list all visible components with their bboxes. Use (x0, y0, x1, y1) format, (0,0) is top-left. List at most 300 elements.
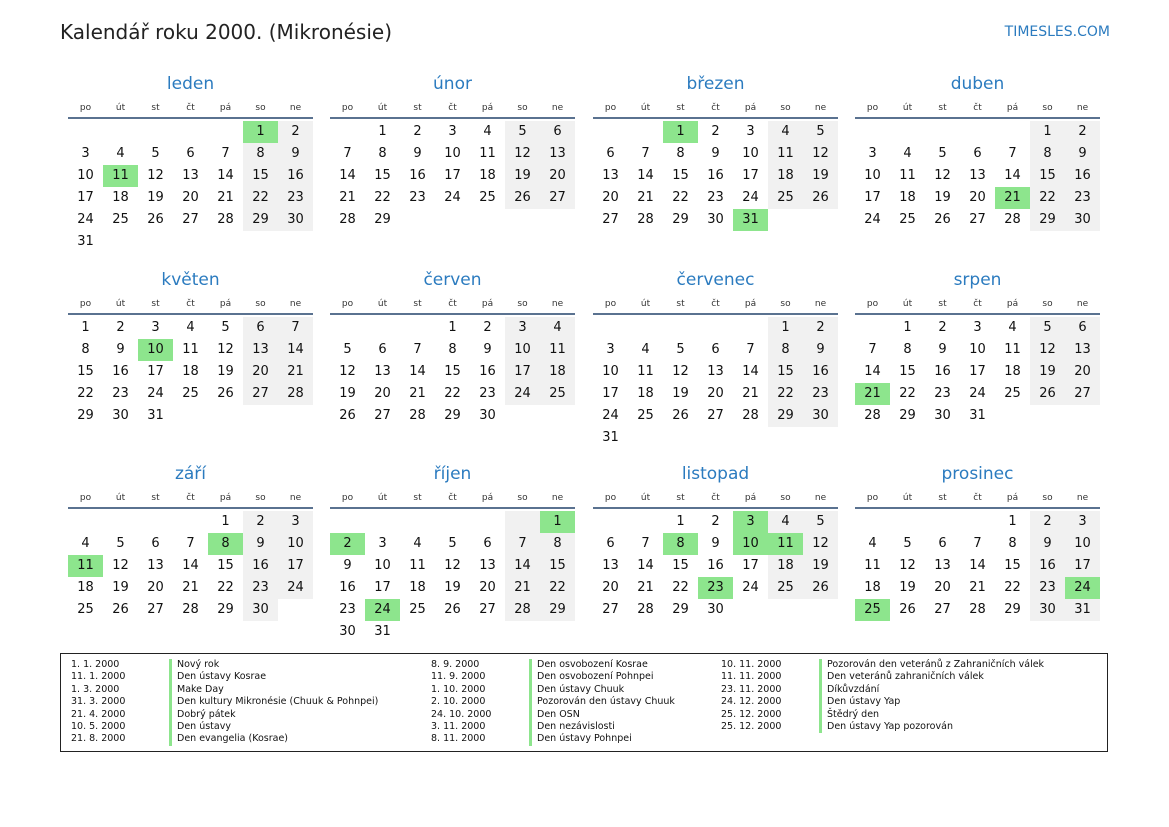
day-cell[interactable]: 29 (540, 599, 575, 621)
day-cell[interactable]: 19 (934, 190, 951, 205)
day-cell[interactable]: 1 (540, 511, 575, 533)
day-cell[interactable]: 13 (602, 168, 619, 183)
day-cell[interactable]: 17 (374, 580, 391, 595)
day-cell[interactable]: 11 (479, 146, 496, 161)
day-cell[interactable]: 20 (540, 165, 575, 187)
day-cell[interactable]: 20 (147, 580, 164, 595)
day-cell[interactable]: 15 (540, 555, 575, 577)
day-cell[interactable]: 2 (278, 121, 313, 143)
day-cell[interactable]: 30 (707, 602, 724, 617)
day-cell[interactable]: 8 (81, 342, 90, 357)
day-cell[interactable]: 11 (864, 558, 881, 573)
day-cell[interactable]: 25 (112, 212, 129, 227)
day-cell[interactable]: 11 (899, 168, 916, 183)
day-cell[interactable]: 18 (864, 580, 881, 595)
day-cell[interactable]: 10 (733, 533, 768, 555)
day-cell[interactable]: 25 (479, 190, 496, 205)
day-cell[interactable]: 6 (711, 342, 720, 357)
day-cell[interactable]: 9 (1030, 533, 1065, 555)
day-cell[interactable]: 6 (243, 317, 278, 339)
day-cell[interactable]: 24 (864, 212, 881, 227)
day-cell[interactable]: 16 (1030, 555, 1065, 577)
day-cell[interactable]: 4 (868, 536, 877, 551)
day-cell[interactable]: 14 (339, 168, 356, 183)
day-cell[interactable]: 10 (77, 168, 94, 183)
day-cell[interactable]: 17 (864, 190, 881, 205)
day-cell[interactable]: 9 (803, 339, 838, 361)
day-cell[interactable]: 31 (602, 430, 619, 445)
day-cell[interactable]: 5 (938, 146, 947, 161)
day-cell[interactable]: 18 (637, 386, 654, 401)
day-cell[interactable]: 7 (186, 536, 195, 551)
day-cell[interactable]: 7 (1008, 146, 1017, 161)
day-cell[interactable]: 26 (672, 408, 689, 423)
day-cell[interactable]: 1 (676, 514, 685, 529)
day-cell[interactable]: 1 (768, 317, 803, 339)
day-cell[interactable]: 23 (698, 577, 733, 599)
day-cell[interactable]: 21 (637, 190, 654, 205)
day-cell[interactable]: 6 (378, 342, 387, 357)
day-cell[interactable]: 17 (444, 168, 461, 183)
day-cell[interactable]: 15 (1004, 558, 1021, 573)
day-cell[interactable]: 28 (182, 602, 199, 617)
day-cell[interactable]: 11 (768, 143, 803, 165)
day-cell[interactable]: 26 (934, 212, 951, 227)
day-cell[interactable]: 17 (969, 364, 986, 379)
day-cell[interactable]: 21 (217, 190, 234, 205)
day-cell[interactable]: 15 (374, 168, 391, 183)
day-cell[interactable]: 16 (934, 364, 951, 379)
day-cell[interactable]: 11 (1004, 342, 1021, 357)
day-cell[interactable]: 10 (742, 146, 759, 161)
day-cell[interactable]: 24 (365, 599, 400, 621)
day-cell[interactable]: 3 (278, 511, 313, 533)
day-cell[interactable]: 27 (602, 602, 619, 617)
day-cell[interactable]: 3 (448, 124, 457, 139)
day-cell[interactable]: 9 (278, 143, 313, 165)
day-cell[interactable]: 21 (339, 190, 356, 205)
day-cell[interactable]: 7 (343, 146, 352, 161)
day-cell[interactable]: 20 (934, 580, 951, 595)
day-cell[interactable]: 23 (112, 386, 129, 401)
day-cell[interactable]: 18 (768, 165, 803, 187)
day-cell[interactable]: 14 (969, 558, 986, 573)
day-cell[interactable]: 24 (505, 383, 540, 405)
day-cell[interactable]: 23 (803, 383, 838, 405)
day-cell[interactable]: 4 (483, 124, 492, 139)
day-cell[interactable]: 1 (1030, 121, 1065, 143)
day-cell[interactable]: 14 (1004, 168, 1021, 183)
day-cell[interactable]: 22 (374, 190, 391, 205)
day-cell[interactable]: 26 (1030, 383, 1065, 405)
day-cell[interactable]: 19 (147, 190, 164, 205)
day-cell[interactable]: 19 (803, 555, 838, 577)
day-cell[interactable]: 18 (112, 190, 129, 205)
day-cell[interactable]: 18 (1004, 364, 1021, 379)
day-cell[interactable]: 13 (1065, 339, 1100, 361)
day-cell[interactable]: 8 (448, 342, 457, 357)
day-cell[interactable]: 30 (479, 408, 496, 423)
day-cell[interactable]: 17 (147, 364, 164, 379)
day-cell[interactable]: 30 (1065, 209, 1100, 231)
day-cell[interactable]: 7 (278, 317, 313, 339)
day-cell[interactable]: 3 (973, 320, 982, 335)
day-cell[interactable]: 22 (899, 386, 916, 401)
day-cell[interactable]: 15 (899, 364, 916, 379)
day-cell[interactable]: 8 (1030, 143, 1065, 165)
day-cell[interactable]: 3 (868, 146, 877, 161)
day-cell[interactable]: 5 (343, 342, 352, 357)
day-cell[interactable]: 24 (742, 190, 759, 205)
day-cell[interactable]: 20 (969, 190, 986, 205)
day-cell[interactable]: 20 (602, 190, 619, 205)
day-cell[interactable]: 13 (969, 168, 986, 183)
day-cell[interactable]: 2 (803, 317, 838, 339)
day-cell[interactable]: 20 (479, 580, 496, 595)
day-cell[interactable]: 11 (182, 342, 199, 357)
day-cell[interactable]: 6 (606, 146, 615, 161)
day-cell[interactable]: 13 (182, 168, 199, 183)
day-cell[interactable]: 9 (343, 558, 352, 573)
day-cell[interactable]: 7 (505, 533, 540, 555)
day-cell[interactable]: 25 (768, 577, 803, 599)
day-cell[interactable]: 14 (409, 364, 426, 379)
day-cell[interactable]: 9 (711, 536, 720, 551)
day-cell[interactable]: 13 (243, 339, 278, 361)
day-cell[interactable]: 15 (1030, 165, 1065, 187)
day-cell[interactable]: 7 (221, 146, 230, 161)
day-cell[interactable]: 10 (278, 533, 313, 555)
day-cell[interactable]: 30 (934, 408, 951, 423)
day-cell[interactable]: 19 (444, 580, 461, 595)
day-cell[interactable]: 10 (505, 339, 540, 361)
day-cell[interactable]: 6 (540, 121, 575, 143)
day-cell[interactable]: 9 (413, 146, 422, 161)
day-cell[interactable]: 28 (278, 383, 313, 405)
day-cell[interactable]: 7 (413, 342, 422, 357)
day-cell[interactable]: 14 (742, 364, 759, 379)
day-cell[interactable]: 16 (707, 168, 724, 183)
day-cell[interactable]: 13 (147, 558, 164, 573)
day-cell[interactable]: 1 (1008, 514, 1017, 529)
day-cell[interactable]: 6 (151, 536, 160, 551)
day-cell[interactable]: 10 (374, 558, 391, 573)
day-cell[interactable]: 30 (243, 599, 278, 621)
day-cell[interactable]: 13 (479, 558, 496, 573)
day-cell[interactable]: 21 (182, 580, 199, 595)
day-cell[interactable]: 18 (409, 580, 426, 595)
day-cell[interactable]: 12 (217, 342, 234, 357)
day-cell[interactable]: 19 (339, 386, 356, 401)
day-cell[interactable]: 8 (663, 533, 698, 555)
day-cell[interactable]: 23 (1065, 187, 1100, 209)
day-cell[interactable]: 28 (339, 212, 356, 227)
day-cell[interactable]: 14 (864, 364, 881, 379)
day-cell[interactable]: 1 (243, 121, 278, 143)
day-cell[interactable]: 7 (641, 536, 650, 551)
day-cell[interactable]: 19 (1030, 361, 1065, 383)
day-cell[interactable]: 25 (77, 602, 94, 617)
day-cell[interactable]: 2 (330, 533, 365, 555)
day-cell[interactable]: 5 (448, 536, 457, 551)
day-cell[interactable]: 16 (278, 165, 313, 187)
day-cell[interactable]: 22 (672, 580, 689, 595)
day-cell[interactable]: 12 (147, 168, 164, 183)
day-cell[interactable]: 16 (1065, 165, 1100, 187)
day-cell[interactable]: 2 (711, 514, 720, 529)
day-cell[interactable]: 24 (969, 386, 986, 401)
day-cell[interactable]: 29 (243, 209, 278, 231)
day-cell[interactable]: 31 (733, 209, 768, 231)
day-cell[interactable]: 2 (413, 124, 422, 139)
day-cell[interactable]: 11 (103, 165, 138, 187)
day-cell[interactable]: 3 (1065, 511, 1100, 533)
day-cell[interactable]: 3 (81, 146, 90, 161)
day-cell[interactable]: 4 (540, 317, 575, 339)
day-cell[interactable]: 29 (444, 408, 461, 423)
day-cell[interactable]: 27 (969, 212, 986, 227)
day-cell[interactable]: 28 (637, 602, 654, 617)
day-cell[interactable]: 2 (243, 511, 278, 533)
day-cell[interactable]: 11 (637, 364, 654, 379)
day-cell[interactable]: 21 (409, 386, 426, 401)
day-cell[interactable]: 20 (707, 386, 724, 401)
day-cell[interactable]: 3 (733, 511, 768, 533)
day-cell[interactable]: 29 (1004, 602, 1021, 617)
day-cell[interactable]: 13 (934, 558, 951, 573)
day-cell[interactable]: 12 (339, 364, 356, 379)
day-cell[interactable]: 10 (444, 146, 461, 161)
day-cell[interactable]: 27 (707, 408, 724, 423)
day-cell[interactable]: 19 (672, 386, 689, 401)
day-cell[interactable]: 16 (243, 555, 278, 577)
day-cell[interactable]: 11 (68, 555, 103, 577)
day-cell[interactable]: 9 (711, 146, 720, 161)
day-cell[interactable]: 6 (1065, 317, 1100, 339)
day-cell[interactable]: 26 (444, 602, 461, 617)
day-cell[interactable]: 8 (243, 143, 278, 165)
day-cell[interactable]: 30 (803, 405, 838, 427)
day-cell[interactable]: 21 (969, 580, 986, 595)
day-cell[interactable]: 13 (602, 558, 619, 573)
day-cell[interactable]: 23 (243, 577, 278, 599)
day-cell[interactable]: 16 (112, 364, 129, 379)
day-cell[interactable]: 21 (855, 383, 890, 405)
day-cell[interactable]: 25 (637, 408, 654, 423)
day-cell[interactable]: 29 (77, 408, 94, 423)
day-cell[interactable]: 17 (742, 168, 759, 183)
day-cell[interactable]: 2 (483, 320, 492, 335)
day-cell[interactable]: 18 (899, 190, 916, 205)
day-cell[interactable]: 20 (1065, 361, 1100, 383)
day-cell[interactable]: 23 (339, 602, 356, 617)
day-cell[interactable]: 2 (1065, 121, 1100, 143)
day-cell[interactable]: 21 (742, 386, 759, 401)
day-cell[interactable]: 3 (378, 536, 387, 551)
day-cell[interactable]: 1 (663, 121, 698, 143)
day-cell[interactable]: 26 (803, 187, 838, 209)
day-cell[interactable]: 29 (672, 212, 689, 227)
day-cell[interactable]: 25 (540, 383, 575, 405)
day-cell[interactable]: 15 (672, 168, 689, 183)
day-cell[interactable]: 27 (479, 602, 496, 617)
day-cell[interactable]: 28 (742, 408, 759, 423)
day-cell[interactable]: 6 (938, 536, 947, 551)
day-cell[interactable]: 12 (899, 558, 916, 573)
day-cell[interactable]: 27 (147, 602, 164, 617)
day-cell[interactable]: 1 (378, 124, 387, 139)
day-cell[interactable]: 9 (243, 533, 278, 555)
day-cell[interactable]: 11 (409, 558, 426, 573)
day-cell[interactable]: 12 (112, 558, 129, 573)
day-cell[interactable]: 14 (505, 555, 540, 577)
day-cell[interactable]: 1 (221, 514, 230, 529)
day-cell[interactable]: 20 (374, 386, 391, 401)
day-cell[interactable]: 21 (278, 361, 313, 383)
day-cell[interactable]: 3 (606, 342, 615, 357)
day-cell[interactable]: 8 (903, 342, 912, 357)
day-cell[interactable]: 22 (217, 580, 234, 595)
day-cell[interactable]: 12 (934, 168, 951, 183)
day-cell[interactable]: 8 (676, 146, 685, 161)
day-cell[interactable]: 10 (864, 168, 881, 183)
site-link[interactable]: TIMESLES.COM (1004, 24, 1110, 40)
day-cell[interactable]: 31 (147, 408, 164, 423)
day-cell[interactable]: 6 (483, 536, 492, 551)
day-cell[interactable]: 25 (768, 187, 803, 209)
day-cell[interactable]: 20 (182, 190, 199, 205)
day-cell[interactable]: 3 (746, 124, 755, 139)
day-cell[interactable]: 24 (742, 580, 759, 595)
day-cell[interactable]: 4 (903, 146, 912, 161)
day-cell[interactable]: 5 (803, 121, 838, 143)
day-cell[interactable]: 22 (672, 190, 689, 205)
day-cell[interactable]: 24 (147, 386, 164, 401)
day-cell[interactable]: 24 (278, 577, 313, 599)
day-cell[interactable]: 22 (540, 577, 575, 599)
day-cell[interactable]: 4 (413, 536, 422, 551)
day-cell[interactable]: 15 (672, 558, 689, 573)
day-cell[interactable]: 17 (1065, 555, 1100, 577)
day-cell[interactable]: 31 (969, 408, 986, 423)
day-cell[interactable]: 9 (1065, 143, 1100, 165)
day-cell[interactable]: 22 (768, 383, 803, 405)
day-cell[interactable]: 1 (81, 320, 90, 335)
day-cell[interactable]: 21 (637, 580, 654, 595)
day-cell[interactable]: 23 (409, 190, 426, 205)
day-cell[interactable]: 16 (409, 168, 426, 183)
day-cell[interactable]: 4 (186, 320, 195, 335)
day-cell[interactable]: 26 (339, 408, 356, 423)
day-cell[interactable]: 18 (768, 555, 803, 577)
day-cell[interactable]: 6 (606, 536, 615, 551)
day-cell[interactable]: 26 (112, 602, 129, 617)
day-cell[interactable]: 11 (540, 339, 575, 361)
day-cell[interactable]: 28 (864, 408, 881, 423)
day-cell[interactable]: 10 (138, 339, 173, 361)
day-cell[interactable]: 4 (116, 146, 125, 161)
day-cell[interactable]: 23 (479, 386, 496, 401)
day-cell[interactable]: 11 (768, 533, 803, 555)
day-cell[interactable]: 14 (278, 339, 313, 361)
day-cell[interactable]: 22 (1004, 580, 1021, 595)
day-cell[interactable]: 17 (278, 555, 313, 577)
day-cell[interactable]: 28 (637, 212, 654, 227)
day-cell[interactable]: 5 (221, 320, 230, 335)
day-cell[interactable]: 29 (768, 405, 803, 427)
day-cell[interactable]: 29 (374, 212, 391, 227)
day-cell[interactable]: 13 (707, 364, 724, 379)
day-cell[interactable]: 13 (540, 143, 575, 165)
day-cell[interactable]: 2 (711, 124, 720, 139)
day-cell[interactable]: 5 (903, 536, 912, 551)
day-cell[interactable]: 17 (742, 558, 759, 573)
day-cell[interactable]: 31 (374, 624, 391, 639)
day-cell[interactable]: 31 (77, 234, 94, 249)
day-cell[interactable]: 16 (803, 361, 838, 383)
day-cell[interactable]: 24 (77, 212, 94, 227)
day-cell[interactable]: 27 (1065, 383, 1100, 405)
day-cell[interactable]: 27 (934, 602, 951, 617)
day-cell[interactable]: 5 (505, 121, 540, 143)
day-cell[interactable]: 28 (969, 602, 986, 617)
day-cell[interactable]: 6 (186, 146, 195, 161)
day-cell[interactable]: 12 (505, 143, 540, 165)
day-cell[interactable]: 5 (151, 146, 160, 161)
day-cell[interactable]: 30 (1030, 599, 1065, 621)
day-cell[interactable]: 18 (540, 361, 575, 383)
day-cell[interactable]: 28 (409, 408, 426, 423)
day-cell[interactable]: 2 (938, 320, 947, 335)
day-cell[interactable]: 20 (243, 361, 278, 383)
day-cell[interactable]: 30 (278, 209, 313, 231)
day-cell[interactable]: 25 (855, 599, 890, 621)
day-cell[interactable]: 23 (934, 386, 951, 401)
day-cell[interactable]: 27 (602, 212, 619, 227)
day-cell[interactable]: 7 (973, 536, 982, 551)
day-cell[interactable]: 19 (505, 165, 540, 187)
day-cell[interactable]: 1 (903, 320, 912, 335)
day-cell[interactable]: 10 (969, 342, 986, 357)
day-cell[interactable]: 24 (602, 408, 619, 423)
day-cell[interactable]: 12 (803, 143, 838, 165)
day-cell[interactable]: 17 (602, 386, 619, 401)
day-cell[interactable]: 30 (112, 408, 129, 423)
day-cell[interactable]: 5 (1030, 317, 1065, 339)
day-cell[interactable]: 8 (768, 339, 803, 361)
day-cell[interactable]: 28 (217, 212, 234, 227)
day-cell[interactable]: 25 (899, 212, 916, 227)
day-cell[interactable]: 20 (602, 580, 619, 595)
day-cell[interactable]: 2 (116, 320, 125, 335)
day-cell[interactable]: 8 (1008, 536, 1017, 551)
day-cell[interactable]: 22 (1030, 187, 1065, 209)
day-cell[interactable]: 27 (243, 383, 278, 405)
day-cell[interactable]: 9 (938, 342, 947, 357)
day-cell[interactable]: 15 (217, 558, 234, 573)
day-cell[interactable]: 25 (409, 602, 426, 617)
day-cell[interactable]: 28 (1004, 212, 1021, 227)
day-cell[interactable]: 5 (116, 536, 125, 551)
day-cell[interactable]: 19 (217, 364, 234, 379)
day-cell[interactable]: 3 (505, 317, 540, 339)
day-cell[interactable]: 19 (803, 165, 838, 187)
day-cell[interactable]: 19 (112, 580, 129, 595)
day-cell[interactable]: 26 (217, 386, 234, 401)
day-cell[interactable]: 17 (77, 190, 94, 205)
day-cell[interactable]: 22 (444, 386, 461, 401)
day-cell[interactable]: 27 (182, 212, 199, 227)
